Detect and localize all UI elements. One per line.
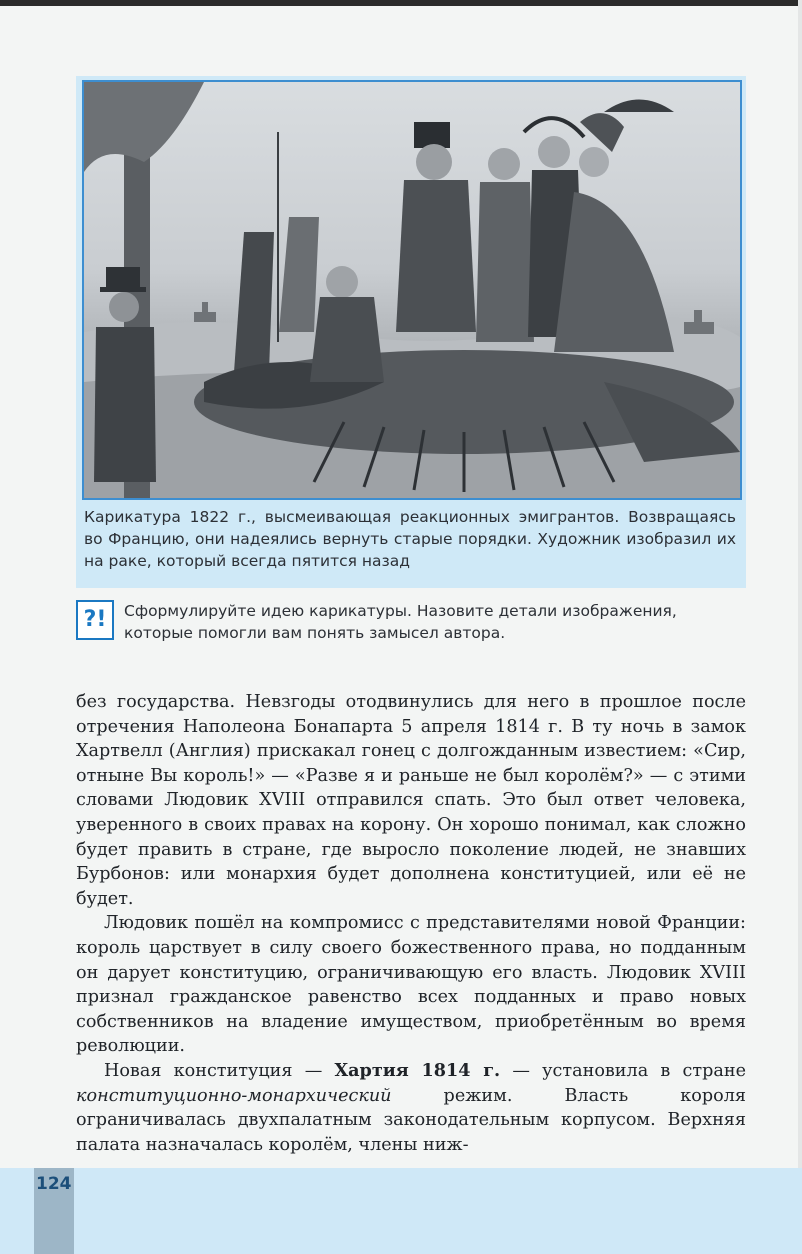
scan-right-edge <box>798 0 802 1254</box>
question-icon: ?! <box>76 600 114 640</box>
paragraph-1: без государства. Невзгоды отодвинулись для него в прошлое после отречения Наполеона Бонапарта 5 апреля 1814 г. В ту ночь в замок Хартвелл (Англия) прискакал гонец с долгожданным известием: «Сир, отныне Вы король!» — «Разве я и раньше не был королём?» — с этими словами Людовик XVIII отправился спать. Это был ответ человека, уверенного в своих правах на корону. Он хорошо понимал, как сложно будет править в стране, где выросло поколение людей, не знавших Бурбонов: или монархия будет дополнена конституцией, или её не будет. <box>76 692 746 909</box>
paragraph-3-start: Новая конституция — <box>104 1060 335 1081</box>
charter-term: Хартия 1814 г. <box>334 1059 501 1081</box>
main-text <box>76 690 746 1157</box>
question-text: Сформулируйте идею карикатуры. Назовите детали изображения, которые помогли вам понять замысел автора. <box>124 602 677 642</box>
paragraph-3-mid: — установила в стране <box>500 1060 746 1081</box>
paragraph-3-end: режим. Власть короля ограничивалась двухпалатным законодательным корпусом. Верхняя палата назначалась королём, члены ниж- <box>76 1085 746 1155</box>
page-number: 124 <box>36 1174 72 1194</box>
caricature-drawing <box>84 82 740 498</box>
paragraph-2: Людовик пошёл на компромисс с представителями новой Франции: король царствует в силу своего божественного права, но подданным он дарует конституцию, ограничивающую его власть. Людовик XVIII признал гражданское равенство всех подданных и право новых собственников на владение имуществом, приобретённым во время революции. <box>76 913 746 1057</box>
paragraph-3 <box>76 1059 746 1157</box>
figure-panel <box>76 76 746 588</box>
scan-top-edge <box>0 0 802 6</box>
regime-term: конституционно-монархический <box>76 1085 392 1106</box>
caricature-illustration <box>82 80 742 500</box>
page-footer-bar <box>0 1168 802 1254</box>
figure-caption: Карикатура 1822 г., высмеивающая реакционных эмигрантов. Возвращаясь во Францию, они надеялись вернуть старые порядки. Художник изобразил их на раке, который всегда пятится назад <box>84 508 736 570</box>
